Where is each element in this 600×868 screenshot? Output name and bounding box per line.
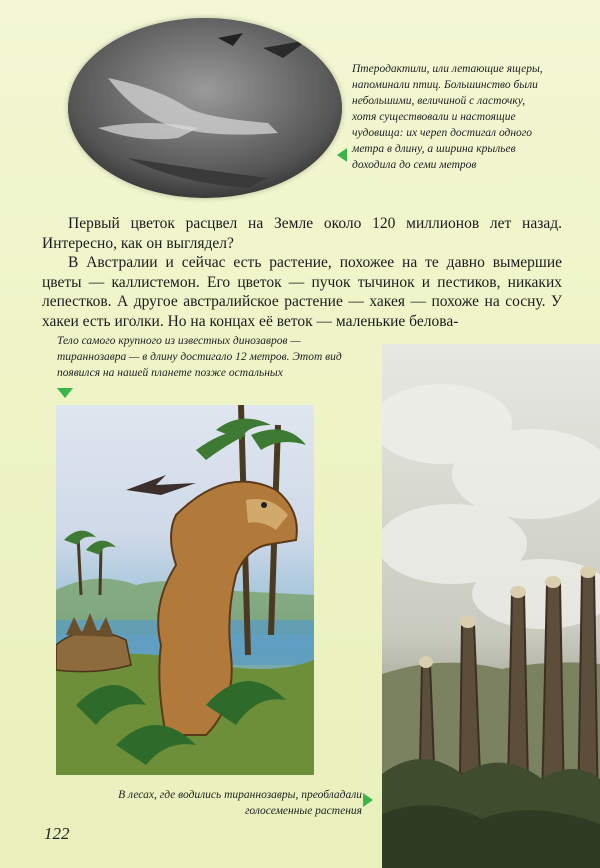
- tyrannosaurus-drawing: [56, 405, 314, 775]
- tyrannosaurus-illustration: [56, 405, 314, 775]
- pterodactyl-photo-drawing: [68, 18, 342, 198]
- caption-pointer-left-icon: [337, 148, 347, 162]
- caption-pterodactyls: Птеродактили, или летающие ящеры, напоминали птиц. Большинство были небольшими, величиной с ласточку, хотя существовали и настоящие чудовища: их череп достигал одного метра в длину, а ширина крыльев доходила до семи метров: [352, 63, 543, 171]
- paragraph-2: В Австралии и сейчас есть растение, похожее на те давно вымершие цветы — каллистемон. Его цветок — пучок тычинок и пестиков, никаких лепестков. А другое австралийское растение — хакея — похоже на сосну. У хакеи есть иголки. Но на концах её веток — маленькие белова-: [42, 254, 562, 330]
- caption-forest: В лесах, где водились тираннозавры, преобладали голосеменные растения: [118, 789, 362, 817]
- caption-tyrannosaurus: Тело самого крупного из известных динозавров — тираннозавра — в длину достигало 12 метров. Этот вид появился на нашей планете позже остальных: [57, 335, 342, 379]
- pterodactyl-photo: [68, 18, 342, 198]
- caption-pointer-down-icon: [57, 388, 73, 398]
- forest-drawing: [382, 344, 600, 868]
- paragraph-1: Первый цветок расцвел на Земле около 120 миллионов лет назад. Интересно, как он выглядел?: [42, 215, 562, 252]
- main-text: [42, 214, 562, 331]
- page-number: 122: [44, 824, 70, 843]
- gymnosperm-forest-painting: [382, 344, 600, 868]
- caption-pointer-right-icon: [363, 793, 373, 807]
